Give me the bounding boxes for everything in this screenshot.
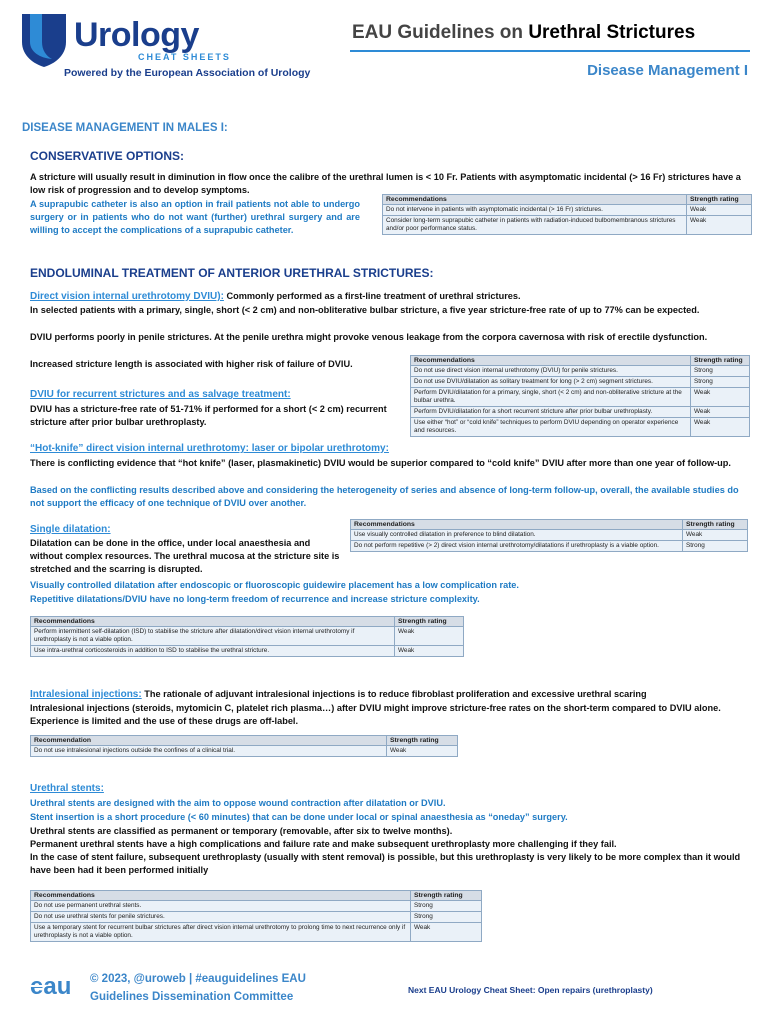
table-row xyxy=(31,746,458,757)
stents-table xyxy=(30,890,482,942)
conservative-text-2: A suprapubic catheter is also an option in frail patients not able to undergo surgery or in patients who do not want (further) urethral surgery and are willing to accept the complications of a suprapubic catheter. xyxy=(30,199,360,235)
intralesional-block xyxy=(30,688,750,701)
table-cell: Use a temporary stent for recurrent bulbar strictures after direct vision internal urethrotomy to prolong time to next recurrence only if urethroplasty is not a viable option. xyxy=(31,923,411,942)
table-cell: Perform DVIU/dilatation for a primary, single, short (< 2 cm) and non-obliterative stricture at the bulbar urethra. xyxy=(411,388,691,407)
table-cell: Weak xyxy=(395,646,464,657)
recurrent-title: DVIU for recurrent strictures and as salvage treatment: xyxy=(30,389,291,400)
title-main: Urethral Strictures xyxy=(528,22,696,43)
dviu-block xyxy=(30,290,750,303)
table-cell: Weak xyxy=(691,407,750,418)
table-row xyxy=(383,205,752,216)
table-header: Strength rating xyxy=(691,356,750,366)
table-cell: Consider long-term suprapubic catheter in patients with radiation-induced bulbomembranous strictures and/or poor performance status. xyxy=(383,216,687,235)
table-header: Strength rating xyxy=(683,520,748,530)
table-cell: Perform DVIU/dilatation for a short recurrent stricture after prior bulbar urethroplasty. xyxy=(411,407,691,418)
table-cell: Do not use intralesional injections outside the confines of a clinical trial. xyxy=(31,746,387,757)
table-cell: Weak xyxy=(387,746,458,757)
logo-subtitle: CHEAT SHEETS xyxy=(138,52,231,62)
table-row xyxy=(31,627,464,646)
dviu-table xyxy=(410,355,750,437)
table-row xyxy=(31,646,464,657)
table-row xyxy=(411,418,750,437)
dilatation-table-1 xyxy=(350,519,748,552)
table-row xyxy=(411,366,750,377)
table-cell: Use either “hot” or “cold knife” techniques to perform DVIU depending on operator experience and resources. xyxy=(411,418,691,437)
table-cell: Strong xyxy=(691,366,750,377)
table-row xyxy=(411,407,750,418)
table-cell: Strong xyxy=(683,541,748,552)
table-cell: Weak xyxy=(683,530,748,541)
recurrent-text: DVIU has a stricture-free rate of 51-71% if performed for a short (< 2 cm) recurrent stricture after prior bulbar urethroplasty. xyxy=(30,404,387,427)
stents-text-1: Urethral stents are designed with the aim to oppose wound contraction after dilatation or DVIU. xyxy=(30,798,446,808)
table-cell: Use intra-urethral corticosteroids in addition to ISD to stabilise the urethral stricture. xyxy=(31,646,395,657)
stents-text-2: Stent insertion is a short procedure (< 60 minutes) that can be done under local or spinal anaesthesia as “oneday” surgery. xyxy=(30,812,568,822)
page-subtitle: Disease Management I xyxy=(587,62,748,79)
table-cell: Do not use DVIU/dilatation as solitary treatment for long (> 2 cm) segment strictures. xyxy=(411,377,691,388)
dviu-title: Direct vision internal urethrotomy DVIU): xyxy=(30,291,224,302)
table-cell: Weak xyxy=(691,418,750,437)
dviu-text-1: In selected patients with a primary, single, short (< 2 cm) and non-obliterative bulbar stricture, a five year stricture-free rate of up to 77% can be expected. xyxy=(30,305,700,315)
stents-title: Urethral stents: xyxy=(30,783,104,794)
table-row xyxy=(411,388,750,407)
dviu-lead: Commonly performed as a first-line treatment of urethral strictures. xyxy=(223,291,521,301)
table-cell: Weak xyxy=(687,216,752,235)
table-row xyxy=(351,530,748,541)
stents-text-5: In the case of stent failure, subsequent urethroplasty (usually with stent removal) is possible, but this urethroplasty is very likely to be more complex than it would have been had it been performed initially xyxy=(30,852,741,875)
dilatation-text-2: Visually controlled dilatation after endoscopic or fluoroscopic guidewire placement has a low complication rate. xyxy=(30,580,519,590)
eau-logo xyxy=(30,972,82,1000)
table-row xyxy=(31,912,482,923)
table-header: Strength rating xyxy=(395,617,464,627)
table-header: Strength rating xyxy=(687,195,752,205)
stents-text-3: Urethral stents are classified as permanent or temporary (removable, after six to twelve months). xyxy=(30,826,453,836)
table-header: Recommendations xyxy=(31,617,395,627)
dilatation-table-2 xyxy=(30,616,464,657)
hotknife-text-2: Based on the conflicting results described above and considering the heterogeneity of series and absence of long-term follow-up, overall, the available studies do not support the efficacy of one technique of DVIU over another. xyxy=(30,485,739,508)
table-header: Recommendations xyxy=(383,195,687,205)
table-cell: Do not use urethral stents for penile strictures. xyxy=(31,912,411,923)
hotknife-title: “Hot-knife” direct vision internal urethrotomy: laser or bipolar urethrotomy: xyxy=(30,443,389,454)
hotknife-text-1: There is conflicting evidence that “hot knife” (laser, plasmakinetic) DVIU would be superior compared to “cold knife” DVIU after more than one year of follow-up. xyxy=(30,458,731,468)
table-row xyxy=(351,541,748,552)
logo-text: Urology xyxy=(74,16,199,54)
table-header: Recommendation xyxy=(31,736,387,746)
title-prefix: EAU Guidelines on xyxy=(352,22,524,43)
table-cell: Strong xyxy=(691,377,750,388)
table-cell: Do not intervene in patients with asymptomatic incidental (> 16 Fr) strictures. xyxy=(383,205,687,216)
eau-logo-text: eau xyxy=(30,973,72,1000)
dilatation-text-3: Repetitive dilatations/DVIU have no long-term freedom of recurrence and increase stricture complexity. xyxy=(30,594,480,604)
conservative-table xyxy=(382,194,752,235)
table-header: Recommendations xyxy=(31,891,411,901)
intralesional-text: Intralesional injections (steroids, mytomicin C, platelet rich plasma…) after DVIU might improve stricture-free rates on the short-term compared to DVIU alone. Experience is limited and the use of these drugs are off-label. xyxy=(30,703,721,726)
table-cell: Weak xyxy=(691,388,750,407)
table-header: Strength rating xyxy=(411,891,482,901)
table-cell: Weak xyxy=(395,627,464,646)
table-cell: Weak xyxy=(411,923,482,942)
intralesional-title: Intralesional injections: xyxy=(30,689,142,700)
table-header: Recommendations xyxy=(351,520,683,530)
table-row xyxy=(31,901,482,912)
conservative-heading: CONSERVATIVE OPTIONS: xyxy=(30,149,185,163)
footer-copy-line-2: Guidelines Dissemination Committee xyxy=(90,991,294,1003)
table-cell: Do not perform repetitive (> 2) direct vision internal urethrotomy/dilatations if urethroplasty is a viable option. xyxy=(351,541,683,552)
table-cell: Use visually controlled dilatation in preference to blind dilatation. xyxy=(351,530,683,541)
footer-copyright xyxy=(90,970,306,1006)
table-cell: Do not use permanent urethral stents. xyxy=(31,901,411,912)
table-cell: Do not use direct vision internal urethrotomy (DVIU) for penile strictures. xyxy=(411,366,691,377)
table-row xyxy=(411,377,750,388)
intralesional-lead: The rationale of adjuvant intralesional injections is to reduce fibroblast proliferation and excessive urethral scaring xyxy=(141,689,647,699)
endoluminal-heading: ENDOLUMINAL TREATMENT OF ANTERIOR URETHRAL STRICTURES: xyxy=(30,266,434,280)
section-title: DISEASE MANAGEMENT IN MALES I: xyxy=(22,122,228,134)
table-cell: Perform intermittent self-dilatation (ISD) to stabilise the stricture after dilatation/direct vision internal urethrotomy if urethroplasty is not a viable option. xyxy=(31,627,395,646)
powered-by: Powered by the European Association of Urology xyxy=(64,67,311,79)
dviu-text-3: Increased stricture length is associated with higher risk of failure of DVIU. xyxy=(30,359,353,369)
shield-icon xyxy=(20,12,68,68)
intralesional-table xyxy=(30,735,458,757)
stents-text-4: Permanent urethral stents have a high complications and failure rate and make subsequent urethroplasty more challenging if they fail. xyxy=(30,839,617,849)
table-header: Recommendations xyxy=(411,356,691,366)
table-cell: Weak xyxy=(687,205,752,216)
table-header: Strength rating xyxy=(387,736,458,746)
dilatation-title: Single dilatation: xyxy=(30,524,111,535)
next-cheat-sheet: Next EAU Urology Cheat Sheet: Open repairs (urethroplasty) xyxy=(408,985,653,995)
header-divider xyxy=(350,50,750,52)
table-cell: Strong xyxy=(411,901,482,912)
page-title xyxy=(352,22,695,44)
dviu-text-2: DVIU performs poorly in penile strictures. At the penile urethra might provoke venous leakage from the corpora cavernosa with risk of erectile dysfunction. xyxy=(30,332,708,342)
dilatation-text-1: Dilatation can be done in the office, under local anaesthesia and without complex resources. The urethral mucosa at the stricture site is stretched and the scarring is disrupted. xyxy=(30,538,340,574)
conservative-text-1: A stricture will usually result in diminution in flow once the calibre of the urethral lumen is < 10 Fr. Patients with asymptomatic incidental (> 16 Fr) strictures have a low risk of progression and to develop symptoms. xyxy=(30,172,741,195)
table-row xyxy=(31,923,482,942)
table-cell: Strong xyxy=(411,912,482,923)
table-row xyxy=(383,216,752,235)
logo xyxy=(20,12,280,72)
footer-copy-line-1: © 2023, @uroweb | #eauguidelines EAU xyxy=(90,973,306,985)
